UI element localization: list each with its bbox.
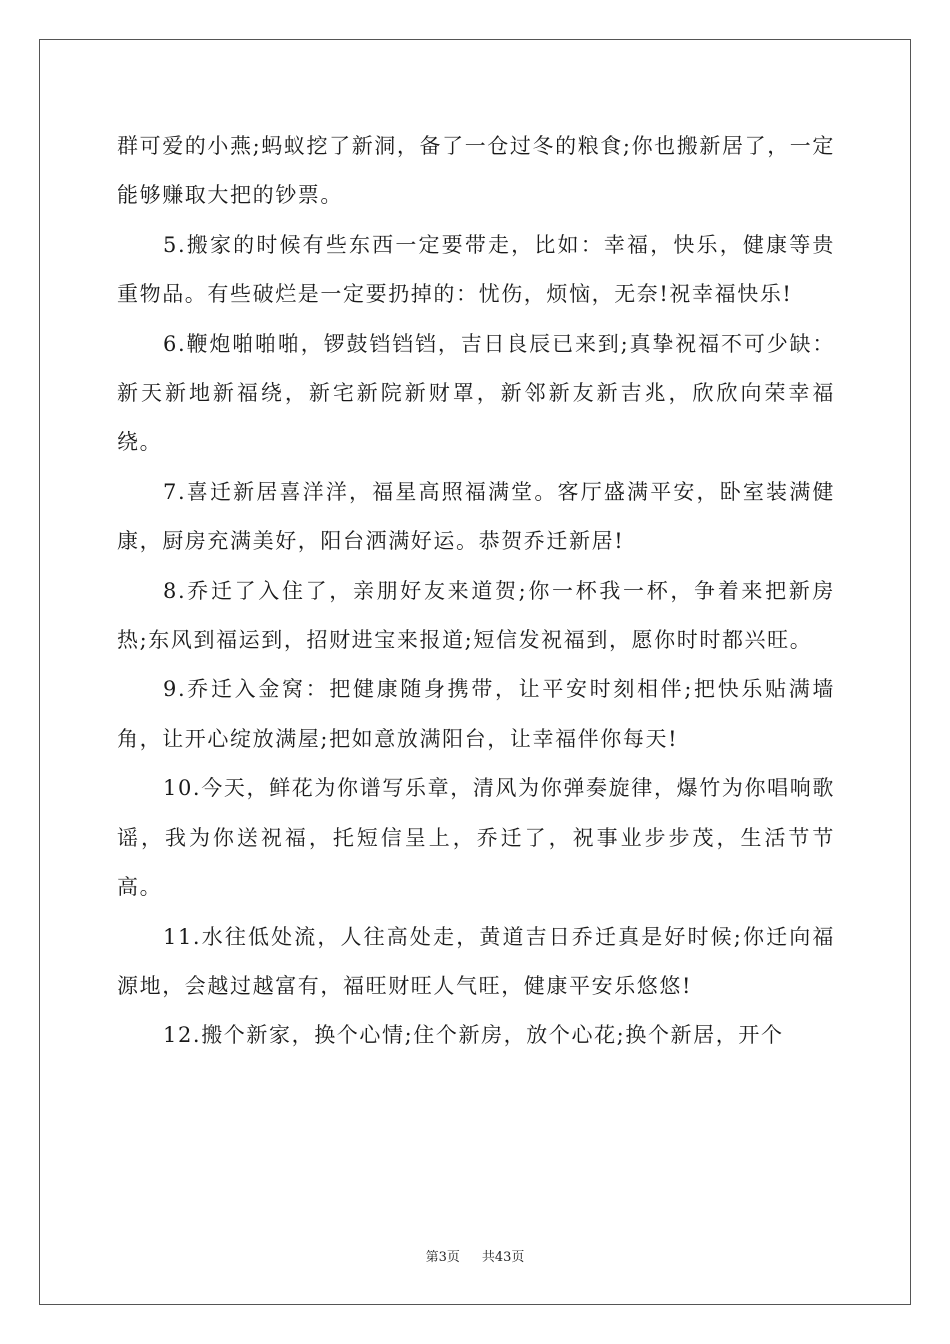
paragraph-item-9: 9.乔迁入金窝：把健康随身携带，让平安时刻相伴;把快乐贴满墙角，让开心绽放满屋;把如意放满阳台，让幸福伴你每天!	[117, 677, 835, 751]
paragraph-item-8: 8.乔迁了入住了，亲朋好友来道贺;你一杯我一杯，争着来把新房热;东风到福运到，招财进宝来报道;短信发祝福到，愿你时时都兴旺。	[117, 578, 835, 653]
paragraph-item-12: 12.搬个新家，换个心情;住个新房，放个心花;换个新居，开个	[163, 1023, 784, 1048]
document-body	[117, 122, 835, 1061]
paragraph-item-7: 7.喜迁新居喜洋洋，福星高照福满堂。客厅盛满平安，卧室装满健康，厨房充满美好，阳台洒满好运。恭贺乔迁新居!	[117, 479, 835, 554]
page-total: 共43页	[481, 1250, 525, 1265]
paragraph-item-5: 5.搬家的时候有些东西一定要带走，比如：幸福，快乐，健康等贵重物品。有些破烂是一定要扔掉的：忧伤，烦恼，无奈!祝幸福快乐!	[117, 232, 835, 307]
paragraph-item-10: 10.今天，鲜花为你谱写乐章，清风为你弹奏旋律，爆竹为你唱响歌谣，我为你送祝福，托短信呈上，乔迁了，祝事业步步茂，生活节节高。	[117, 776, 835, 900]
paragraph-continued: 群可爱的小燕;蚂蚁挖了新洞，备了一仓过冬的粮食;你也搬新居了，一定能够赚取大把的钞票。	[117, 134, 835, 208]
paragraph-item-11: 11.水往低处流，人往高处走，黄道吉日乔迁真是好时候;你迁向福源地，会越过越富有，福旺财旺人气旺，健康平安乐悠悠!	[117, 924, 835, 998]
paragraph-item-6: 6.鞭炮啪啪啪，锣鼓铛铛铛，吉日良辰已来到;真挚祝福不可少缺：新天新地新福绕，新宅新院新财罩，新邻新友新吉兆，欣欣向荣幸福绕。	[117, 331, 835, 455]
page-footer	[0, 1246, 950, 1265]
page-number: 第3页	[425, 1250, 460, 1265]
